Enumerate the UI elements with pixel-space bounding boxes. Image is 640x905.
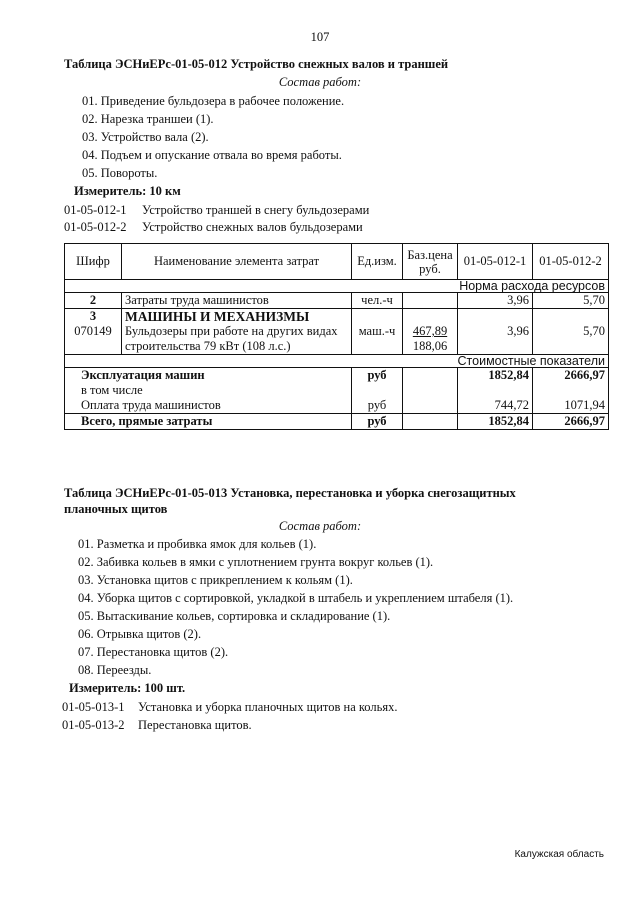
row-incl-unit [352,383,403,398]
table1-item-2-code: 01-05-012-2 [64,220,127,234]
row-bulldozer-price1: 467,89 [412,324,448,338]
row-pay-price [403,398,458,414]
row-bulldozer-v1: 3,96 [458,324,533,355]
row-expl-unit: руб [352,368,403,384]
table2-work-8: 08. Переезды. [78,663,152,677]
header-col2: 01-05-012-2 [533,244,609,280]
table-row [65,324,609,355]
row-machines-name: МАШИНЫ И МЕХАНИЗМЫ [122,309,352,325]
row-expl-v2: 2666,97 [533,368,609,384]
row-incl-price [403,383,458,398]
table-header-row [65,244,609,280]
table2-item-1-text: Установка и уборка планочных щитов на кольях. [138,700,398,714]
row-machines-code: 3 [65,309,122,325]
row-pay-v2: 1071,94 [533,398,609,414]
table2-work-2: 02. Забивка кольев в ямки с уплотнением грунта вокруг кольев (1). [78,555,434,569]
row-bulldozer-name-line1: Бульдозеры при работе на других видах [125,324,338,338]
table-row [65,398,609,414]
row-labor-code: 2 [65,293,122,309]
table2-work-7: 07. Перестановка щитов (2). [78,645,229,659]
row-bulldozer-price [403,324,458,355]
row-incl-name: в том числе [65,383,352,398]
table-row [65,309,609,325]
norm-label: Норма расхода ресурсов [65,280,609,293]
table2-title-line2: планочных щитов [64,502,168,516]
table-row [65,293,609,309]
row-incl-v2 [533,383,609,398]
header-name: Наименование элемента затрат [122,244,352,280]
header-price: Баз.цена руб. [403,244,458,280]
row-labor-v2: 5,70 [533,293,609,309]
table1-work-2: 02. Нарезка траншеи (1). [82,112,214,126]
table2-meter: Измеритель: 100 шт. [69,681,186,695]
row-total-name: Всего, прямые затраты [65,414,352,430]
row-bulldozer-price2: 188,06 [412,339,448,353]
table1-item-2-text: Устройство снежных валов бульдозерами [142,220,363,234]
table1-title: Таблица ЭСНиЕРс-01-05-012 Устройство снежных валов и траншей [64,57,449,71]
row-expl-price [403,368,458,384]
row-machines-price [403,309,458,325]
footer-region: Калужская область [514,849,604,860]
table1-work-1: 01. Приведение бульдозера в рабочее положение. [82,94,345,108]
row-total-price [403,414,458,430]
row-machines-v2 [533,309,609,325]
row-machines-unit [352,309,403,325]
table2-item-1-code: 01-05-013-1 [62,700,125,714]
row-total-v1: 1852,84 [458,414,533,430]
row-pay-unit: руб [352,398,403,414]
table2-work-3: 03. Установка щитов с прикреплением к кольям (1). [78,573,353,587]
table2-work-1: 01. Разметка и пробивка ямок для кольев (1). [78,537,317,551]
row-total-v2: 2666,97 [533,414,609,430]
row-labor-price [403,293,458,309]
row-labor-unit: чел.-ч [352,293,403,309]
row-bulldozer-v2: 5,70 [533,324,609,355]
table2-item-2-text: Перестановка щитов. [138,718,252,732]
table1-work-5: 05. Повороты. [82,166,158,180]
table1-item-1-code: 01-05-012-1 [64,203,127,217]
table-row [65,368,609,384]
norm-label-row [65,280,609,293]
table2-work-6: 06. Отрывка щитов (2). [78,627,202,641]
row-bulldozer-name-line2: строительства 79 кВт (108 л.с.) [125,339,291,353]
row-bulldozer-code: 070149 [65,324,122,355]
row-labor-name: Затраты труда машинистов [122,293,352,309]
table2-item-2-code: 01-05-013-2 [62,718,125,732]
header-col1: 01-05-012-1 [458,244,533,280]
row-bulldozer-unit: маш.-ч [352,324,403,355]
table2-work-5: 05. Вытаскивание кольев, сортировка и складирование (1). [78,609,391,623]
row-total-unit: руб [352,414,403,430]
header-unit: Ед.изм. [352,244,403,280]
row-expl-v1: 1852,84 [458,368,533,384]
row-pay-name: Оплата труда машинистов [65,398,352,414]
row-labor-v1: 3,96 [458,293,533,309]
row-incl-v1 [458,383,533,398]
table2-composition-title: Состав работ: [278,519,362,533]
table2-title-line1: Таблица ЭСНиЕРс-01-05-013 Установка, перестановка и уборка снегозащитных [64,486,516,500]
header-code: Шифр [65,244,122,280]
table1-work-3: 03. Устройство вала (2). [82,130,209,144]
row-expl-name: Эксплуатация машин [65,368,352,384]
cost-label: Стоимостные показатели [65,355,609,368]
resource-table [64,243,609,430]
table-row [65,414,609,430]
table1-meter: Измеритель: 10 км [74,184,181,198]
cost-label-row [65,355,609,368]
table1-work-4: 04. Подъем и опускание отвала во время работы. [82,148,342,162]
table1-composition-title: Состав работ: [278,75,362,89]
row-machines-v1 [458,309,533,325]
page-number: 107 [310,30,330,44]
table2-work-4: 04. Уборка щитов с сортировкой, укладкой в штабель и укреплением штабеля (1). [78,591,514,605]
table-row [65,383,609,398]
row-pay-v1: 744,72 [458,398,533,414]
row-bulldozer-name [122,324,352,355]
table1-item-1-text: Устройство траншей в снегу бульдозерами [142,203,370,217]
